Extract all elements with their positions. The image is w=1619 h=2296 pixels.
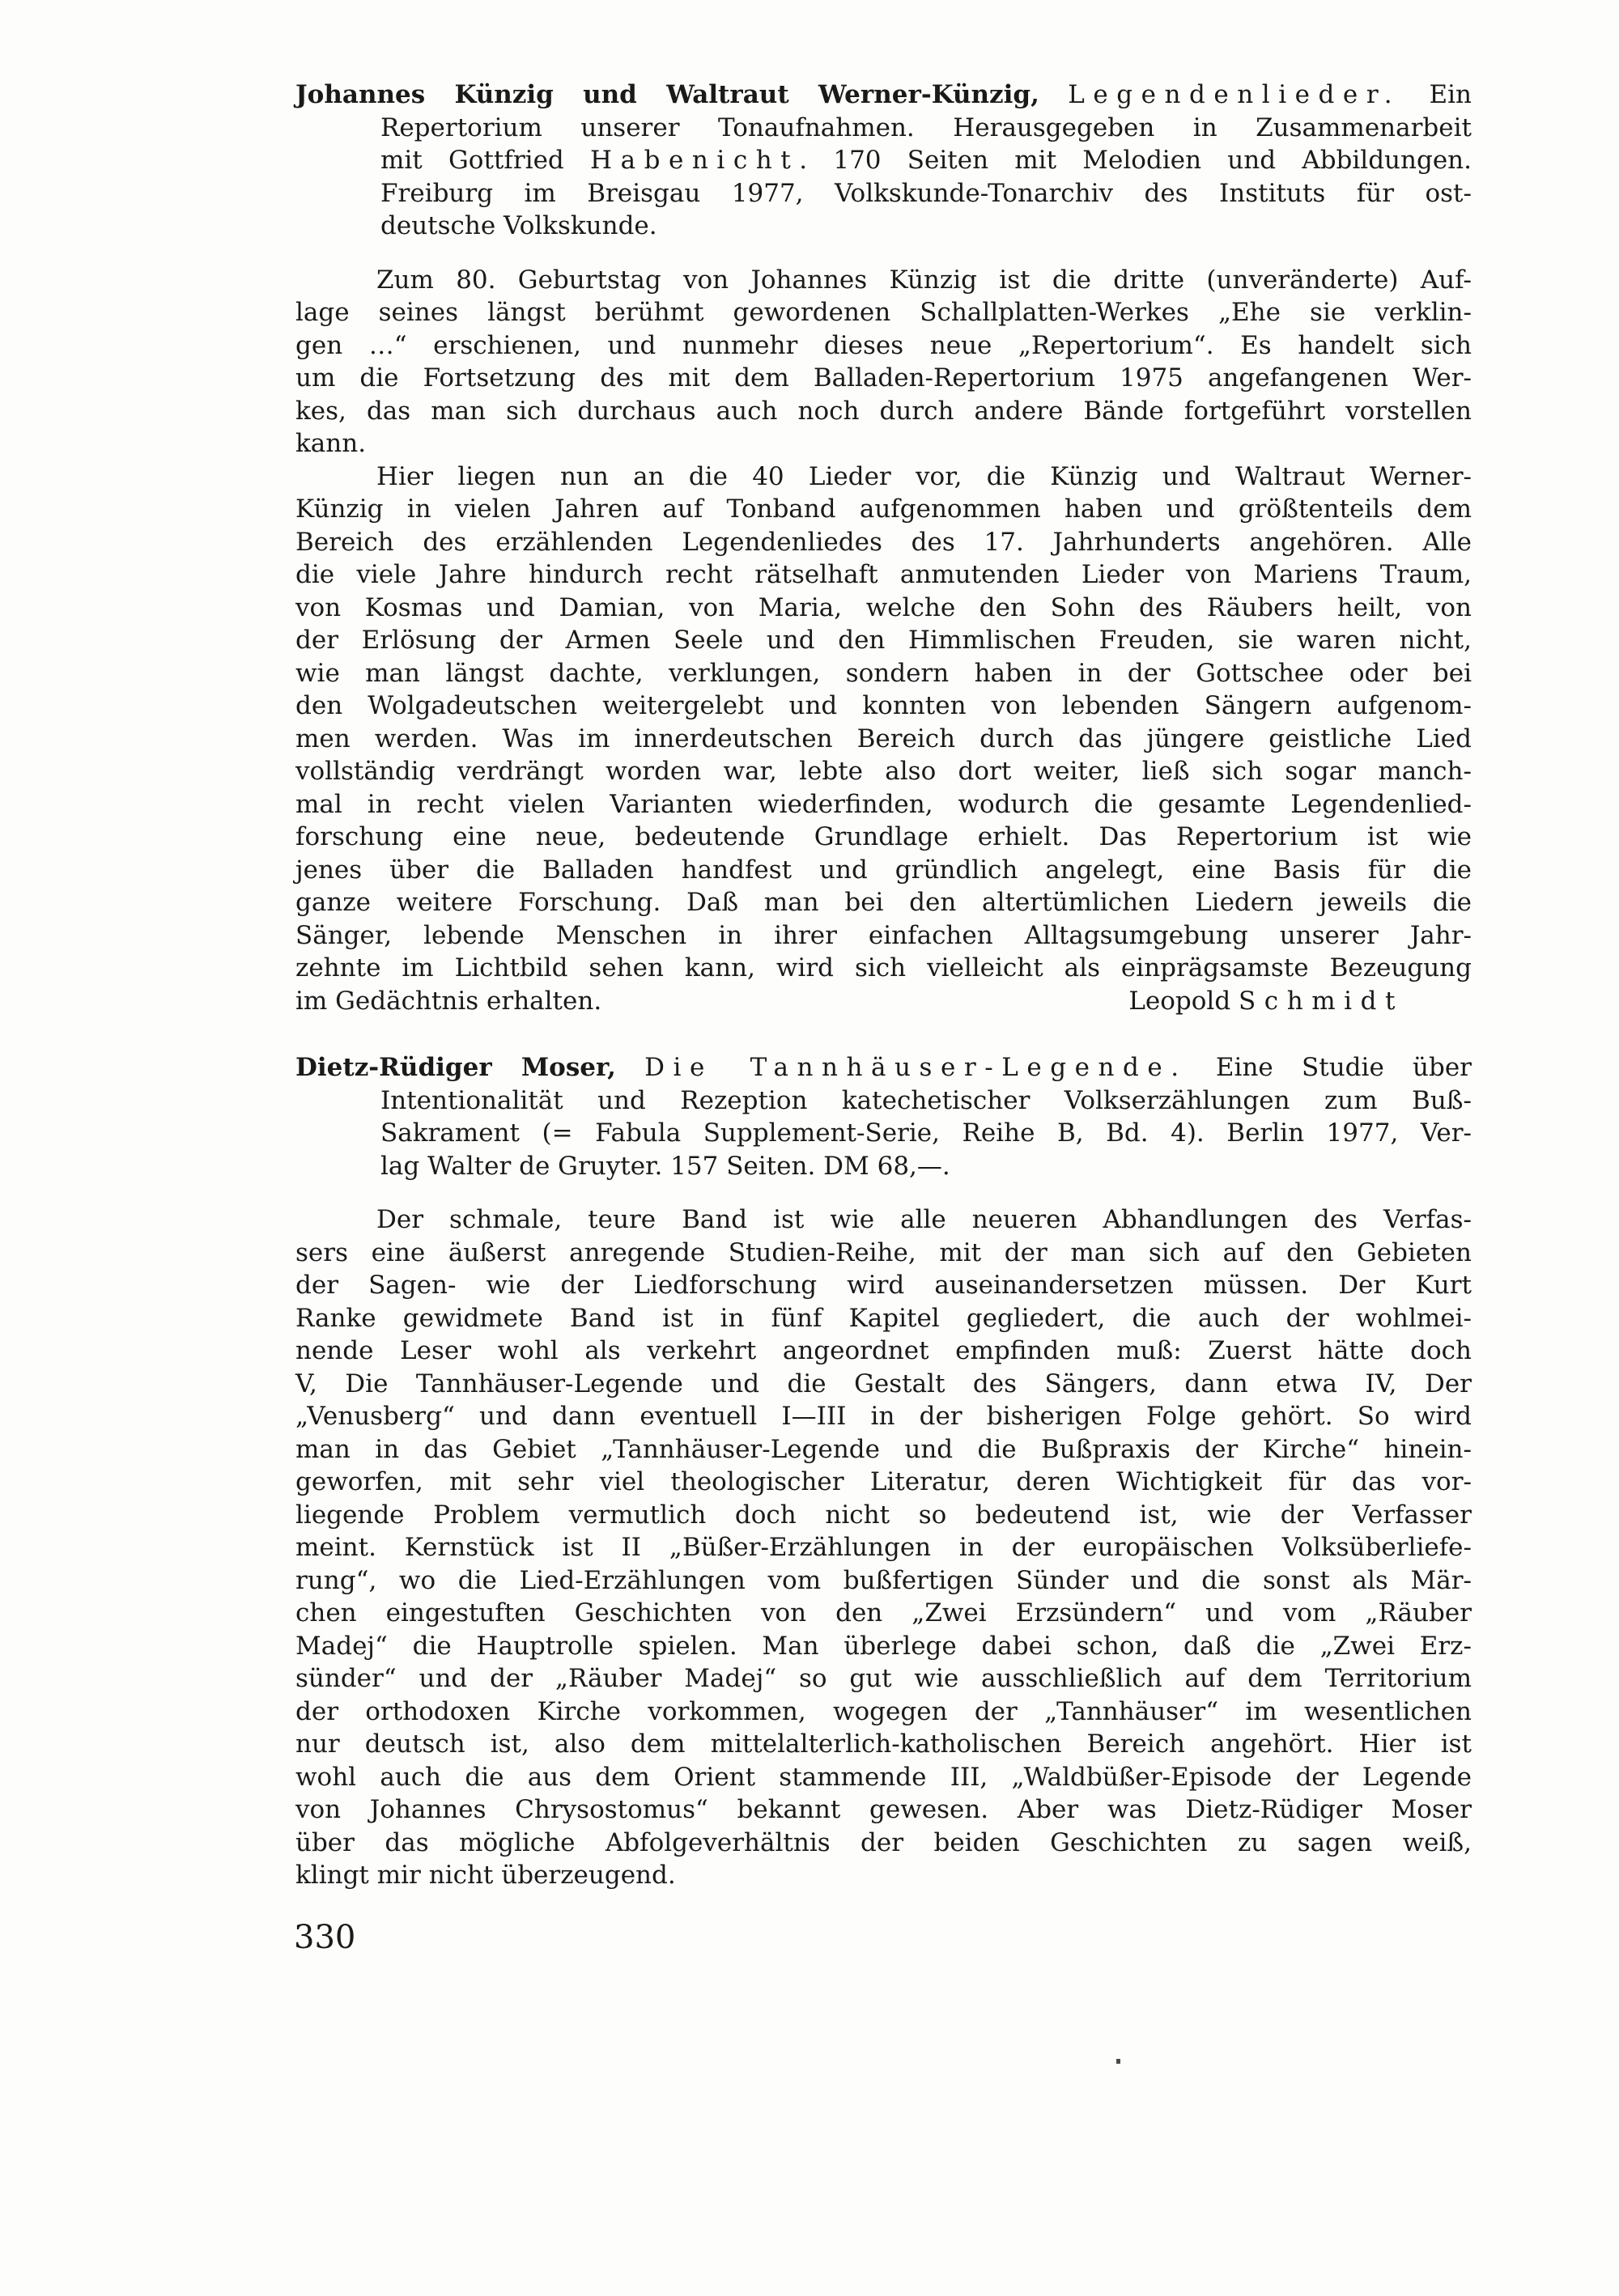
text-line <box>295 1466 1472 1499</box>
spaced-title-text: Habenicht <box>590 146 800 175</box>
text-segment: von Johannes Chrysostomus“ bekannt gewesen. Aber was Dietz-Rüdiger Moser <box>295 1795 1472 1824</box>
page-number: 330 <box>294 1919 356 1956</box>
text-line <box>295 985 1472 1018</box>
text-segment: Madej“ die Hauptrolle spielen. Man überlege dabei schon, daß die „Zwei Erz- <box>295 1631 1472 1661</box>
author-name: Dietz-Rüdiger Moser, <box>295 1053 616 1082</box>
scan-speck-artifact <box>1116 2059 1120 2064</box>
text-segment: rung“, wo die Lied-Erzählungen vom bußfertigen Sünder und die sonst als Mär- <box>295 1565 1472 1595</box>
text-segment: nende Leser wohl als verkehrt angeordnet empfinden muß: Zuerst hätte doch <box>295 1336 1472 1365</box>
text-segment: lage seines längst berühmt gewordenen Schallplatten-Werkes „Ehe sie verklin- <box>295 298 1472 327</box>
text-segment: sünder“ und der „Räuber Madej“ so gut wie ausschließlich auf dem Territorium <box>295 1664 1472 1693</box>
text-segment: geworfen, mit sehr viel theologischer Literatur, deren Wichtigkeit für das vor- <box>295 1467 1472 1496</box>
text-segment: V, Die Tannhäuser-Legende und die Gestalt des Sängers, dann etwa IV, Der <box>295 1369 1472 1398</box>
text-line <box>295 1564 1472 1598</box>
text-segment: liegende Problem vermutlich doch nicht so bedeutend ist, wie der Verfasser <box>295 1500 1472 1530</box>
review-paragraph <box>295 460 1472 1018</box>
review-entry-moser <box>295 1051 1472 1892</box>
spaced-title-text: Legendenlieder. <box>1068 80 1401 109</box>
text-line <box>295 886 1472 919</box>
spaced-title-text: Die Tannhäuser-Legende. <box>644 1053 1188 1082</box>
text-line <box>295 526 1472 559</box>
text-line <box>295 1531 1472 1564</box>
text-segment: im Gedächtnis erhalten. <box>295 986 602 1016</box>
text-line <box>295 1695 1472 1729</box>
text-segment: über das mögliche Abfolgeverhältnis der beiden Geschichten zu sagen weiß, <box>295 1827 1472 1857</box>
text-segment: Eine Studie über <box>1187 1053 1472 1082</box>
author-name: Johannes Künzig und Waltraut Werner-Künzig, <box>295 80 1039 109</box>
text-segment: Sänger, lebende Menschen in ihrer einfachen Alltagsumgebung unserer Jahr- <box>295 920 1472 950</box>
text-segment: men werden. Was im innerdeutschen Bereich durch das jüngere geistliche Lied <box>295 724 1472 753</box>
text-segment: kann. <box>295 429 367 458</box>
closing-text <box>295 985 601 1018</box>
text-segment: chen eingestuften Geschichten von den „Zwei Erzsündern“ und vom „Räuber <box>295 1598 1472 1628</box>
text-line <box>295 1499 1472 1532</box>
text-segment: Freiburg im Breisgau 1977, Volkskunde-Tonarchiv des Instituts für ost- <box>380 178 1472 208</box>
text-segment: . 170 Seiten mit Melodien und Abbildungen. <box>799 146 1472 175</box>
text-segment: Bereich des erzählenden Legendenliedes des 17. Jahrhunderts angehören. Alle <box>295 527 1472 557</box>
text-segment: nur deutsch ist, also dem mittelalterlich-katholischen Bereich angehört. Hier ist <box>295 1729 1472 1759</box>
text-line <box>295 821 1472 854</box>
text-segment: mit Gottfried <box>380 146 591 175</box>
text-segment: mal in recht vielen Varianten wiederfinden, wodurch die gesamte Legendenlied- <box>295 789 1472 819</box>
text-line <box>295 79 1472 112</box>
text-line <box>295 460 1472 494</box>
text-line <box>295 362 1472 395</box>
text-segment: Ranke gewidmete Band ist in fünf Kapitel gegliedert, die auch der wohlmei- <box>295 1303 1472 1333</box>
text-segment: meint. Kernstück ist II „Büßer-Erzählungen in der europäischen Volksüberliefe- <box>295 1533 1472 1562</box>
text-line <box>295 952 1472 985</box>
text-segment: wohl auch die aus dem Orient stammende III, „Waldbüßer-Episode der Legende <box>295 1762 1472 1792</box>
text-line <box>295 1335 1472 1368</box>
text-segment: Zum 80. Geburtstag von Johannes Künzig ist die dritte (unveränderte) Auf- <box>376 265 1472 295</box>
text-line <box>295 493 1472 526</box>
review-paragraph <box>295 264 1472 460</box>
text-line <box>295 1400 1472 1433</box>
text-line <box>295 755 1472 788</box>
text-line <box>380 1117 1472 1150</box>
text-line <box>295 1203 1472 1237</box>
text-segment: wie man längst dachte, verklungen, sondern haben in der Gottschee oder bei <box>295 658 1472 688</box>
text-line <box>295 1793 1472 1827</box>
text-line <box>295 919 1472 953</box>
text-line <box>295 657 1472 690</box>
text-line <box>295 854 1472 887</box>
text-segment: gen …“ erschienen, und nunmehr dieses neue „Repertorium“. Es handelt sich <box>295 330 1472 360</box>
text-segment: deutsche Volkskunde. <box>380 211 657 240</box>
text-segment: der Erlösung der Armen Seele und den Himmlischen Freuden, sie waren nicht, <box>295 626 1472 655</box>
text-segment: der orthodoxen Kirche vorkommen, wogegen der „Tannhäuser“ im wesentlichen <box>295 1696 1472 1726</box>
text-line <box>380 144 1472 177</box>
text-segment: Ein <box>1400 80 1472 109</box>
text-segment <box>616 1053 644 1082</box>
text-segment: lag Walter de Gruyter. 157 Seiten. DM 68,—. <box>380 1151 950 1181</box>
text-segment: forschung eine neue, bedeutende Grundlage erhielt. Das Repertorium ist wie <box>295 822 1472 851</box>
text-line <box>295 296 1472 329</box>
text-segment: Intentionalität und Rezeption katechetischer Volkserzählungen zum Buß- <box>380 1085 1472 1115</box>
text-segment: „Venusberg“ und dann eventuell I—III in der bisherigen Folge gehört. So wird <box>295 1402 1472 1431</box>
text-line <box>295 1597 1472 1630</box>
text-segment: man in das Gebiet „Tannhäuser-Legende und die Bußpraxis der Kirche“ hinein- <box>295 1434 1472 1464</box>
text-line <box>380 177 1472 210</box>
text-segment: jenes über die Balladen handfest und gründlich angelegt, eine Basis für die <box>295 855 1472 885</box>
review-entry-kuenzig <box>295 79 1472 1017</box>
text-segment: Sakrament (= Fabula Supplement-Serie, Reihe B, Bd. 4). Berlin 1977, Ver- <box>380 1118 1472 1148</box>
review-citation-moser <box>295 1051 1472 1182</box>
text-line <box>380 210 1472 243</box>
text-line <box>380 1150 1472 1183</box>
text-segment: klingt mir nicht überzeugend. <box>295 1861 676 1890</box>
reviewer-signature <box>1128 985 1404 1018</box>
text-segment: Der schmale, teure Band ist wie alle neueren Abhandlungen des Verfas- <box>376 1205 1472 1234</box>
text-segment: ganze weitere Forschung. Daß man bei den altertümlichen Liedern jeweils die <box>295 888 1472 917</box>
text-line <box>295 592 1472 625</box>
text-segment: Repertorium unserer Tonaufnahmen. Herausgegeben in Zusammenarbeit <box>380 112 1472 142</box>
text-segment: Hier liegen nun an die 40 Lieder vor, die Künzig und Waltraut Werner- <box>376 461 1472 491</box>
text-line <box>295 1237 1472 1270</box>
text-segment: den Wolgadeutschen weitergelebt und konnten von lebenden Sängern aufgenom- <box>295 691 1472 720</box>
text-segment: von Kosmas und Damian, von Maria, welche den Sohn des Räubers heilt, von <box>295 592 1472 622</box>
text-line <box>295 1827 1472 1860</box>
text-line <box>295 1433 1472 1466</box>
text-segment: sers eine äußerst anregende Studien-Reihe, mit der man sich auf den Gebieten <box>295 1237 1472 1267</box>
text-line <box>295 1761 1472 1794</box>
text-line <box>295 723 1472 756</box>
text-line <box>295 1051 1472 1084</box>
text-line <box>295 1368 1472 1401</box>
text-line <box>380 1084 1472 1118</box>
text-line <box>295 1302 1472 1335</box>
text-line <box>380 112 1472 145</box>
text-segment: vollständig verdrängt worden war, lebte also dort weiter, ließ sich sogar manch- <box>295 757 1472 786</box>
text-column <box>295 79 1472 1892</box>
text-segment: Leopold <box>1128 986 1239 1016</box>
text-line <box>295 1630 1472 1663</box>
text-line <box>295 788 1472 821</box>
text-segment: Künzig in vielen Jahren auf Tonband aufgenommen haben und größtenteils dem <box>295 494 1472 524</box>
spaced-title-text: Schmidt <box>1239 986 1404 1016</box>
review-citation-kuenzig <box>295 79 1472 243</box>
text-line <box>295 264 1472 297</box>
text-line <box>295 1859 1472 1892</box>
text-segment: kes, das man sich durchaus auch noch durch andere Bände fortgeführt vorstellen <box>295 396 1472 426</box>
text-segment: die viele Jahre hindurch recht rätselhaft anmutenden Lieder von Mariens Traum, <box>295 560 1472 589</box>
text-line <box>295 329 1472 363</box>
text-line <box>295 624 1472 657</box>
text-line <box>295 558 1472 592</box>
text-segment: der Sagen- wie der Liedforschung wird auseinandersetzen müssen. Der Kurt <box>295 1271 1472 1300</box>
text-line <box>295 1269 1472 1302</box>
text-segment: um die Fortsetzung des mit dem Balladen-Repertorium 1975 angefangenen Wer- <box>295 363 1472 393</box>
text-segment: zehnte im Lichtbild sehen kann, wird sich vielleicht als einprägsamste Bezeugung <box>295 953 1472 982</box>
text-line <box>295 427 1472 460</box>
text-segment <box>1039 80 1068 109</box>
text-line <box>295 1728 1472 1761</box>
review-paragraph <box>295 1203 1472 1892</box>
text-line <box>295 690 1472 723</box>
text-line <box>295 395 1472 428</box>
text-line <box>295 1662 1472 1695</box>
